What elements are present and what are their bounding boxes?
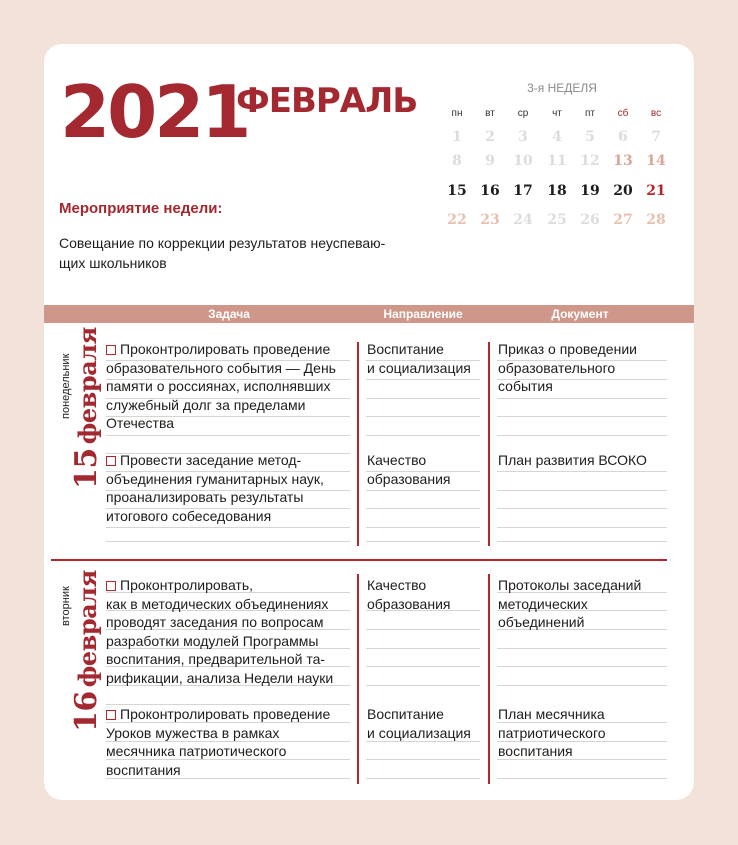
document-line: образовательного (498, 359, 616, 376)
task-cell (106, 705, 356, 779)
task-line: проводят заседания по вопросам (106, 614, 324, 631)
year-title: 2021 (60, 70, 249, 154)
ruled-line (497, 398, 667, 399)
calendar-day-current[interactable]: 16 (480, 183, 500, 199)
weekday-label: сб (617, 108, 629, 119)
direction-line: и социализация (367, 359, 471, 376)
document-cell (498, 340, 668, 396)
task-line (106, 340, 356, 359)
calendar-day[interactable]: 28 (646, 212, 666, 228)
table-header (44, 305, 694, 323)
task-line: месячника патриотического (106, 743, 287, 760)
calendar-day[interactable]: 13 (613, 153, 633, 169)
day-number: 16 (69, 691, 104, 732)
ruled-line (497, 685, 667, 686)
ruled-line (366, 759, 480, 760)
direction-cell (367, 451, 485, 488)
event-text-line: Совещание по коррекции результатов неуспеваю- (59, 235, 386, 251)
task-line: воспитания, предварительной та- (106, 651, 326, 668)
day-date (69, 327, 104, 489)
ruled-line (497, 778, 667, 779)
task-line: служебный долг за пределами (106, 396, 306, 413)
ruled-line (366, 527, 480, 528)
column-header-direction: Направление (383, 307, 463, 321)
weekday-label: чт (552, 108, 562, 119)
document-line: Протоколы заседаний (498, 577, 642, 593)
ruled-line (366, 629, 480, 630)
event-text (59, 233, 404, 273)
ruled-line (497, 648, 667, 649)
document-line: методических (498, 595, 588, 612)
ruled-line (366, 398, 480, 399)
direction-line: Воспитание (367, 341, 444, 357)
calendar-day[interactable]: 9 (485, 153, 495, 169)
day-month: февраля (73, 570, 102, 688)
document-line: воспитания (498, 743, 573, 760)
task-line: итогового собеседования (106, 507, 272, 524)
column-header-task: Задача (208, 307, 250, 321)
column-header-document: Документ (551, 307, 609, 321)
task-text: Провести заседание метод- (120, 452, 302, 468)
direction-line: Качество (367, 577, 427, 593)
calendar-day-current[interactable]: 15 (447, 183, 467, 199)
calendar-day[interactable]: 24 (513, 212, 533, 228)
calendar-day[interactable]: 3 (518, 129, 528, 145)
planner-card (44, 44, 694, 800)
task-line: образовательного события — День (106, 359, 336, 376)
event-title: Мероприятие недели: (59, 200, 223, 217)
column-divider (357, 342, 359, 546)
calendar-day[interactable]: 8 (452, 153, 462, 169)
document-line: План месячника (498, 706, 605, 722)
document-cell (498, 705, 668, 761)
calendar-day[interactable]: 22 (447, 212, 467, 228)
ruled-line (497, 416, 667, 417)
document-line: План развития ВСОКО (498, 452, 647, 468)
calendar-day-current[interactable]: 20 (613, 183, 633, 199)
task-line: разработки модулей Программы (106, 632, 319, 649)
task-cell (106, 576, 356, 688)
task-checkbox[interactable] (106, 345, 116, 355)
task-text: Проконтролировать, (120, 577, 254, 593)
task-text: Проконтролировать проведение (120, 341, 331, 357)
ruled-line (497, 527, 667, 528)
task-line: как в методических объединениях (106, 595, 329, 612)
task-line (106, 451, 356, 470)
calendar-day[interactable]: 26 (580, 212, 600, 228)
day-date (69, 570, 104, 732)
document-cell (498, 576, 668, 632)
document-line: Приказ о проведении (498, 341, 637, 357)
ruled-line (366, 778, 480, 779)
calendar-day[interactable]: 10 (513, 153, 533, 169)
ruled-line (497, 435, 667, 436)
document-line: патриотического (498, 724, 606, 741)
day-month: февраля (73, 327, 102, 445)
ruled-line (497, 490, 667, 491)
ruled-line (106, 527, 350, 528)
calendar-day[interactable]: 4 (552, 129, 562, 145)
calendar-day[interactable]: 2 (485, 129, 495, 145)
direction-cell (367, 705, 485, 742)
calendar-day[interactable]: 5 (585, 129, 595, 145)
weekday-label: пн (451, 108, 463, 119)
task-line: проанализировать результаты (106, 489, 304, 506)
task-cell (106, 451, 356, 525)
month-title: ФЕВРАЛЬ (236, 81, 418, 121)
task-checkbox[interactable] (106, 710, 116, 720)
calendar-day[interactable]: 25 (547, 212, 567, 228)
ruled-line (366, 416, 480, 417)
direction-line: образования (367, 595, 451, 612)
calendar-day[interactable]: 7 (651, 129, 661, 145)
ruled-line (366, 666, 480, 667)
task-checkbox[interactable] (106, 581, 116, 591)
ruled-line (497, 666, 667, 667)
ruled-line (497, 471, 667, 472)
direction-cell (367, 576, 485, 613)
column-divider (357, 574, 359, 784)
calendar-day-current[interactable]: 19 (580, 183, 600, 199)
column-divider (488, 342, 490, 546)
calendar-day-current[interactable]: 21 (646, 183, 666, 199)
task-line: Отечества (106, 415, 175, 432)
column-divider (488, 574, 490, 784)
task-line: памяти о россиянах, исполнявших (106, 378, 331, 395)
ruled-line (366, 435, 480, 436)
task-checkbox[interactable] (106, 456, 116, 466)
task-line: Уроков мужества в рамках (106, 724, 280, 741)
ruled-line (366, 508, 480, 509)
calendar-day-current[interactable]: 18 (547, 183, 567, 199)
ruled-line (366, 379, 480, 380)
ruled-line (366, 685, 480, 686)
direction-line: Качество (367, 452, 427, 468)
weekday-label: ср (517, 108, 529, 119)
calendar-day-current[interactable]: 17 (513, 183, 533, 199)
calendar-day[interactable]: 11 (547, 153, 567, 169)
event-text-line: щих школьников (59, 255, 167, 271)
ruled-line (106, 435, 350, 436)
weekday-label: пт (585, 108, 595, 119)
calendar-day[interactable]: 6 (618, 129, 628, 145)
task-line: рификации, анализа Недели науки (106, 669, 334, 686)
task-line (106, 576, 356, 595)
ruled-line (106, 541, 350, 542)
ruled-line (366, 490, 480, 491)
ruled-line (497, 541, 667, 542)
task-line: объединения гуманитарных наук, (106, 470, 324, 487)
ruled-line (366, 541, 480, 542)
calendar-day[interactable]: 27 (613, 212, 633, 228)
direction-line: образования (367, 470, 451, 487)
ruled-line (366, 648, 480, 649)
task-line (106, 705, 356, 724)
document-cell (498, 451, 668, 470)
direction-line: и социализация (367, 724, 471, 741)
direction-cell (367, 340, 485, 377)
ruled-line (497, 508, 667, 509)
week-label: 3-я НЕДЕЛЯ (527, 81, 597, 95)
task-line: воспитания (106, 761, 181, 778)
weekday-name: вторник (60, 586, 72, 626)
task-cell (106, 340, 356, 433)
calendar-day[interactable]: 23 (480, 212, 500, 228)
calendar-day[interactable]: 1 (452, 129, 462, 145)
weekday-label: вт (485, 108, 495, 119)
weekday-label: вс (650, 108, 662, 119)
document-line: объединений (498, 614, 585, 631)
weekday-name: понедельник (60, 353, 72, 419)
task-text: Проконтролировать проведение (120, 706, 331, 722)
calendar-day[interactable]: 14 (646, 153, 666, 169)
day-separator (51, 559, 667, 561)
document-line: события (498, 378, 553, 395)
direction-line: Воспитание (367, 706, 444, 722)
calendar-day[interactable]: 12 (580, 153, 600, 169)
day-number: 15 (69, 448, 104, 489)
